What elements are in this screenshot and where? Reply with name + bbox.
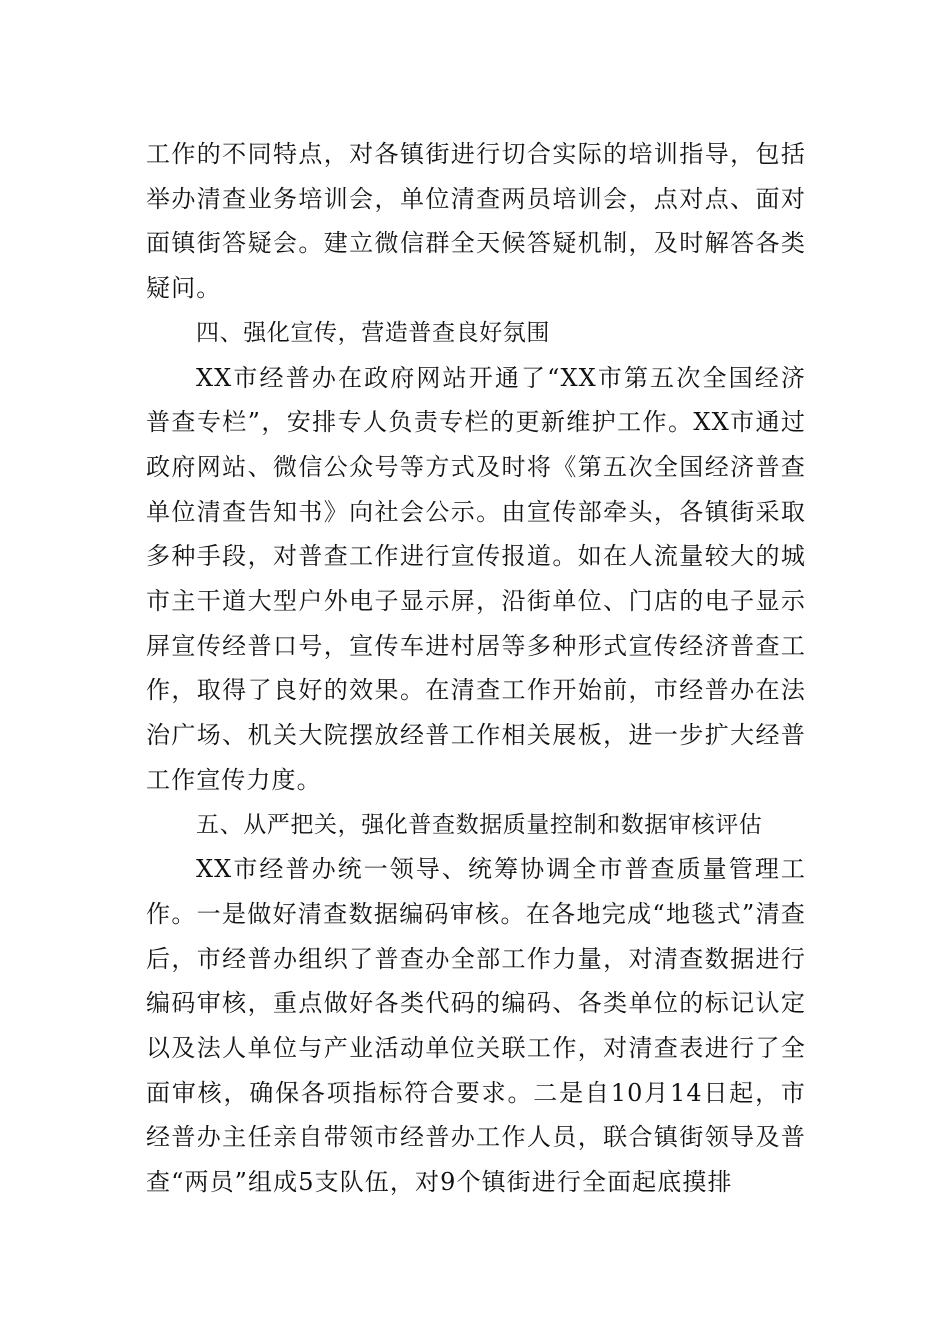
paragraph-continued: 工作的不同特点，对各镇街进行切合实际的培训指导，包括举办清查业务培训会，单位清查两员培训会，点对点、面对面镇街答疑会。建立微信群全天候答疑机制，及时解答各类疑问。 xyxy=(146,140,806,303)
section-heading-4: 四、强化宣传，营造普查良好氛围 xyxy=(196,319,550,346)
paragraph-section-4: XX市经普办在政府网站开通了“XX市第五次全国经济普查专栏”，安排专人负责专栏的更新维护工作。XX市通过政府网站、微信公众号等方式及时将《第五次全国经济普查单位清查告知书》向社会公示。由宣传部牵头，各镇街采取多种手段，对普查工作进行宣传报道。如在人流量较大的城市主干道大型户外电子显示屏，沿街单位、门店的电子显示屏宣传经普口号，宣传车进村居等多种形式宣传经济普查工作，取得了良好的效果。在清查工作开始前，市经普办在法治广场、机关大院摆放经普工作相关展板，进一步扩大经普工作宣传力度。 xyxy=(146,363,806,794)
section-heading-5: 五、从严把关，强化普查数据质量控制和数据审核评估 xyxy=(196,811,763,838)
paragraph-section-5: XX市经普办统一领导、统筹协调全市普查质量管理工作。一是做好清查数据编码审核。在各地完成“地毯式”清查后，市经普办组织了普查办全部工作力量，对清查数据进行编码审核，重点做好各类代码的编码、各类单位的标记认定以及法人单位与产业活动单位关联工作，对清查表进行了全面审核，确保各项指标符合要求。二是自10月14日起，市经普办主任亲自带领市经普办工作人员，联合镇街领导及普查“两员”组成5支队伍，对9个镇街进行全面起底摸排 xyxy=(146,855,806,1197)
document-page xyxy=(146,132,806,1205)
